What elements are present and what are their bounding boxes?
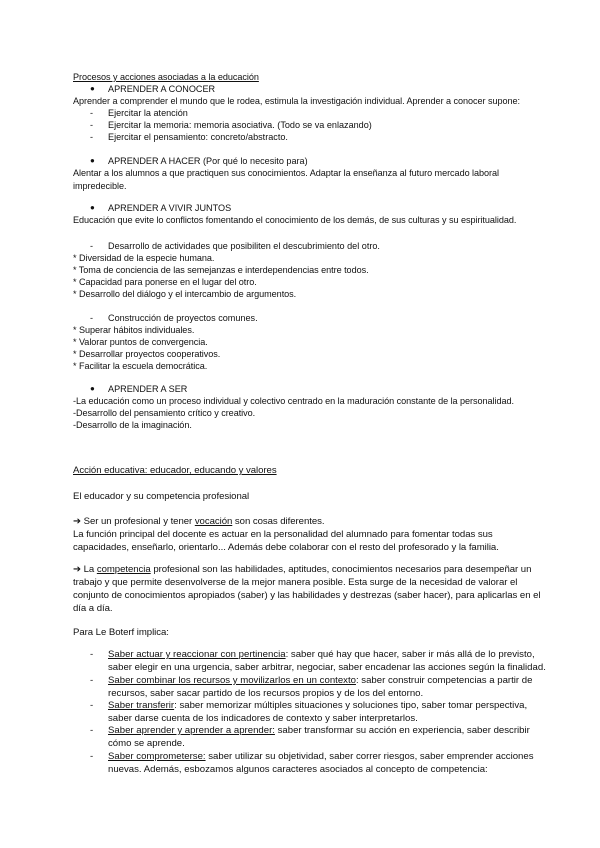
item-text: : saber memorizar múltiples situaciones y soluciones tipo, saber tomar perspectiva, bbox=[174, 700, 528, 711]
list-item bbox=[108, 750, 534, 763]
list-item-cont: saber darse cuenta de los indicadores de contexto y saber interpretarlos. bbox=[108, 713, 418, 724]
list-item: * Facilitar la escuela democrática. bbox=[73, 361, 208, 371]
dash-icon: - bbox=[90, 751, 94, 762]
list-item: * Diversidad de la especie humana. bbox=[73, 253, 215, 263]
list-item bbox=[108, 648, 535, 661]
item-term: Saber combinar los recursos y movilizarlos en un contexto bbox=[108, 675, 356, 686]
list-item-cont: cómo se aprende. bbox=[108, 738, 185, 749]
text: son cosas diferentes. bbox=[234, 516, 325, 527]
paragraph-line: impredecible. bbox=[73, 181, 127, 191]
list-item: -Desarrollo de la imaginación. bbox=[73, 420, 192, 430]
item-term: Saber transferir bbox=[108, 700, 175, 711]
list-item: -La educación como un proceso individual y colectivo centrado en la maduración constante de la personalidad. bbox=[73, 396, 514, 406]
arrow-icon: ➔ bbox=[73, 564, 81, 575]
sub-heading: Desarrollo de actividades que posibiliten el descubrimiento del otro. bbox=[108, 241, 380, 251]
section-title-procesos: Procesos y acciones asociadas a la educación bbox=[73, 72, 259, 82]
dash-icon: - bbox=[90, 649, 94, 660]
text: Ser un profesional y tener bbox=[83, 516, 193, 527]
bullet-icon: ● bbox=[90, 384, 95, 393]
list-item: * Valorar puntos de convergencia. bbox=[73, 337, 208, 347]
list-item bbox=[108, 699, 527, 712]
item-term: Saber actuar y reaccionar con pertinencia bbox=[108, 649, 286, 660]
section-title-accion-educativa: Acción educativa: educador, educando y valores bbox=[73, 465, 277, 476]
list-item: Ejercitar la memoria: memoria asociativa. (Todo se va enlazando) bbox=[108, 120, 372, 130]
list-item bbox=[108, 674, 532, 687]
heading-aprender-hacer: APRENDER A HACER (Por qué lo necesito para) bbox=[108, 156, 308, 166]
sub-heading: Construcción de proyectos comunes. bbox=[108, 313, 258, 323]
dash-icon: - bbox=[90, 132, 94, 142]
list-item: * Superar hábitos individuales. bbox=[73, 325, 195, 335]
arrow-icon: ➔ bbox=[73, 516, 81, 527]
dash-icon: - bbox=[90, 241, 94, 251]
term-competencia: competencia bbox=[96, 564, 151, 575]
paragraph: Aprender a comprender el mundo que le rodea, estimula la investigación individual. Aprender a conocer supone: bbox=[73, 96, 520, 106]
dash-icon: - bbox=[90, 725, 94, 736]
dash-icon: - bbox=[90, 108, 94, 118]
list-item: Ejercitar el pensamiento: concreto/abstracto. bbox=[108, 132, 288, 142]
paragraph-line: La función principal del docente es actuar en la personalidad del alumnado para fomentar todas sus bbox=[73, 529, 493, 540]
paragraph-line bbox=[73, 563, 530, 576]
heading-aprender-vivir-juntos: APRENDER A VIVIR JUNTOS bbox=[108, 203, 232, 213]
dash-icon: - bbox=[90, 675, 94, 686]
item-text: : saber qué hay que hacer, saber ir más allá de lo previsto, bbox=[285, 649, 535, 660]
list-item: -Desarrollo del pensamiento crítico y creativo. bbox=[73, 408, 256, 418]
list-item: * Toma de conciencia de las semejanzas e interdependencias entre todos. bbox=[73, 265, 369, 275]
paragraph-line: capacidades, enseñarlo, orientarlo... Además debe colaborar con el resto del profesorado y la familia. bbox=[73, 542, 499, 553]
heading-aprender-ser: APRENDER A SER bbox=[108, 384, 188, 394]
paragraph-line: conjunto de conocimientos apropiados (saber) y las habilidades y destrezas (saber hacer), para aplicarlas en el bbox=[73, 590, 541, 601]
list-item: * Capacidad para ponerse en el lugar del otro. bbox=[73, 277, 257, 287]
paragraph-line: trabajo y que permite desenvolverse de la mejor manera posible. Esta surge de la necesidad de valorar el bbox=[73, 577, 518, 588]
item-term: Saber aprender y aprender a aprender: bbox=[108, 725, 275, 736]
paragraph-line: día a día. bbox=[73, 603, 113, 614]
list-item-cont: nuevas. Además, esbozamos algunos caracteres asociados al concepto de competencia: bbox=[108, 764, 488, 775]
list-item: Ejercitar la atención bbox=[108, 108, 188, 118]
paragraph-line: Alentar a los alumnos a que practiquen sus conocimientos. Adaptar la enseñanza al futuro mercado laboral bbox=[73, 168, 500, 178]
heading-aprender-conocer: APRENDER A CONOCER bbox=[108, 84, 216, 94]
paragraph: Para Le Boterf implica: bbox=[73, 627, 169, 638]
subtitle-educador: El educador y su competencia profesional bbox=[73, 491, 250, 502]
item-text: : saber construir competencias a partir de bbox=[355, 675, 533, 686]
bullet-icon: ● bbox=[90, 156, 95, 165]
paragraph: Educación que evite lo conflictos fomentando el conocimiento de los demás, de sus culturas y su espiritualidad. bbox=[73, 215, 517, 225]
text: profesional son las habilidades, aptitudes, conocimientos necesarios para desempeñar un bbox=[153, 564, 532, 575]
list-item: * Desarrollar proyectos cooperativos. bbox=[73, 349, 221, 359]
term-vocacion: vocación bbox=[194, 516, 233, 527]
dash-icon: - bbox=[90, 700, 94, 711]
dash-icon: - bbox=[90, 120, 94, 130]
item-text: saber transformar su acción en experiencia, saber describir bbox=[274, 725, 530, 736]
text: La bbox=[83, 564, 95, 575]
dash-icon: - bbox=[90, 313, 94, 323]
item-text: saber utilizar su objetividad, saber correr riesgos, saber emprender acciones bbox=[205, 751, 534, 762]
list-item: * Desarrollo del diálogo y el intercambio de argumentos. bbox=[73, 289, 297, 299]
bullet-icon: ● bbox=[90, 203, 95, 212]
list-item-cont: recursos, saber sacar partido de los recursos propios y de los del entorno. bbox=[108, 688, 424, 699]
bullet-icon: ● bbox=[90, 84, 95, 93]
item-term: Saber comprometerse: bbox=[108, 751, 206, 762]
list-item bbox=[108, 724, 530, 737]
list-item-cont: saber elegir en una urgencia, saber arbitrar, negociar, saber encadenar las acciones según la finalidad. bbox=[108, 662, 546, 673]
paragraph-line bbox=[73, 515, 530, 528]
